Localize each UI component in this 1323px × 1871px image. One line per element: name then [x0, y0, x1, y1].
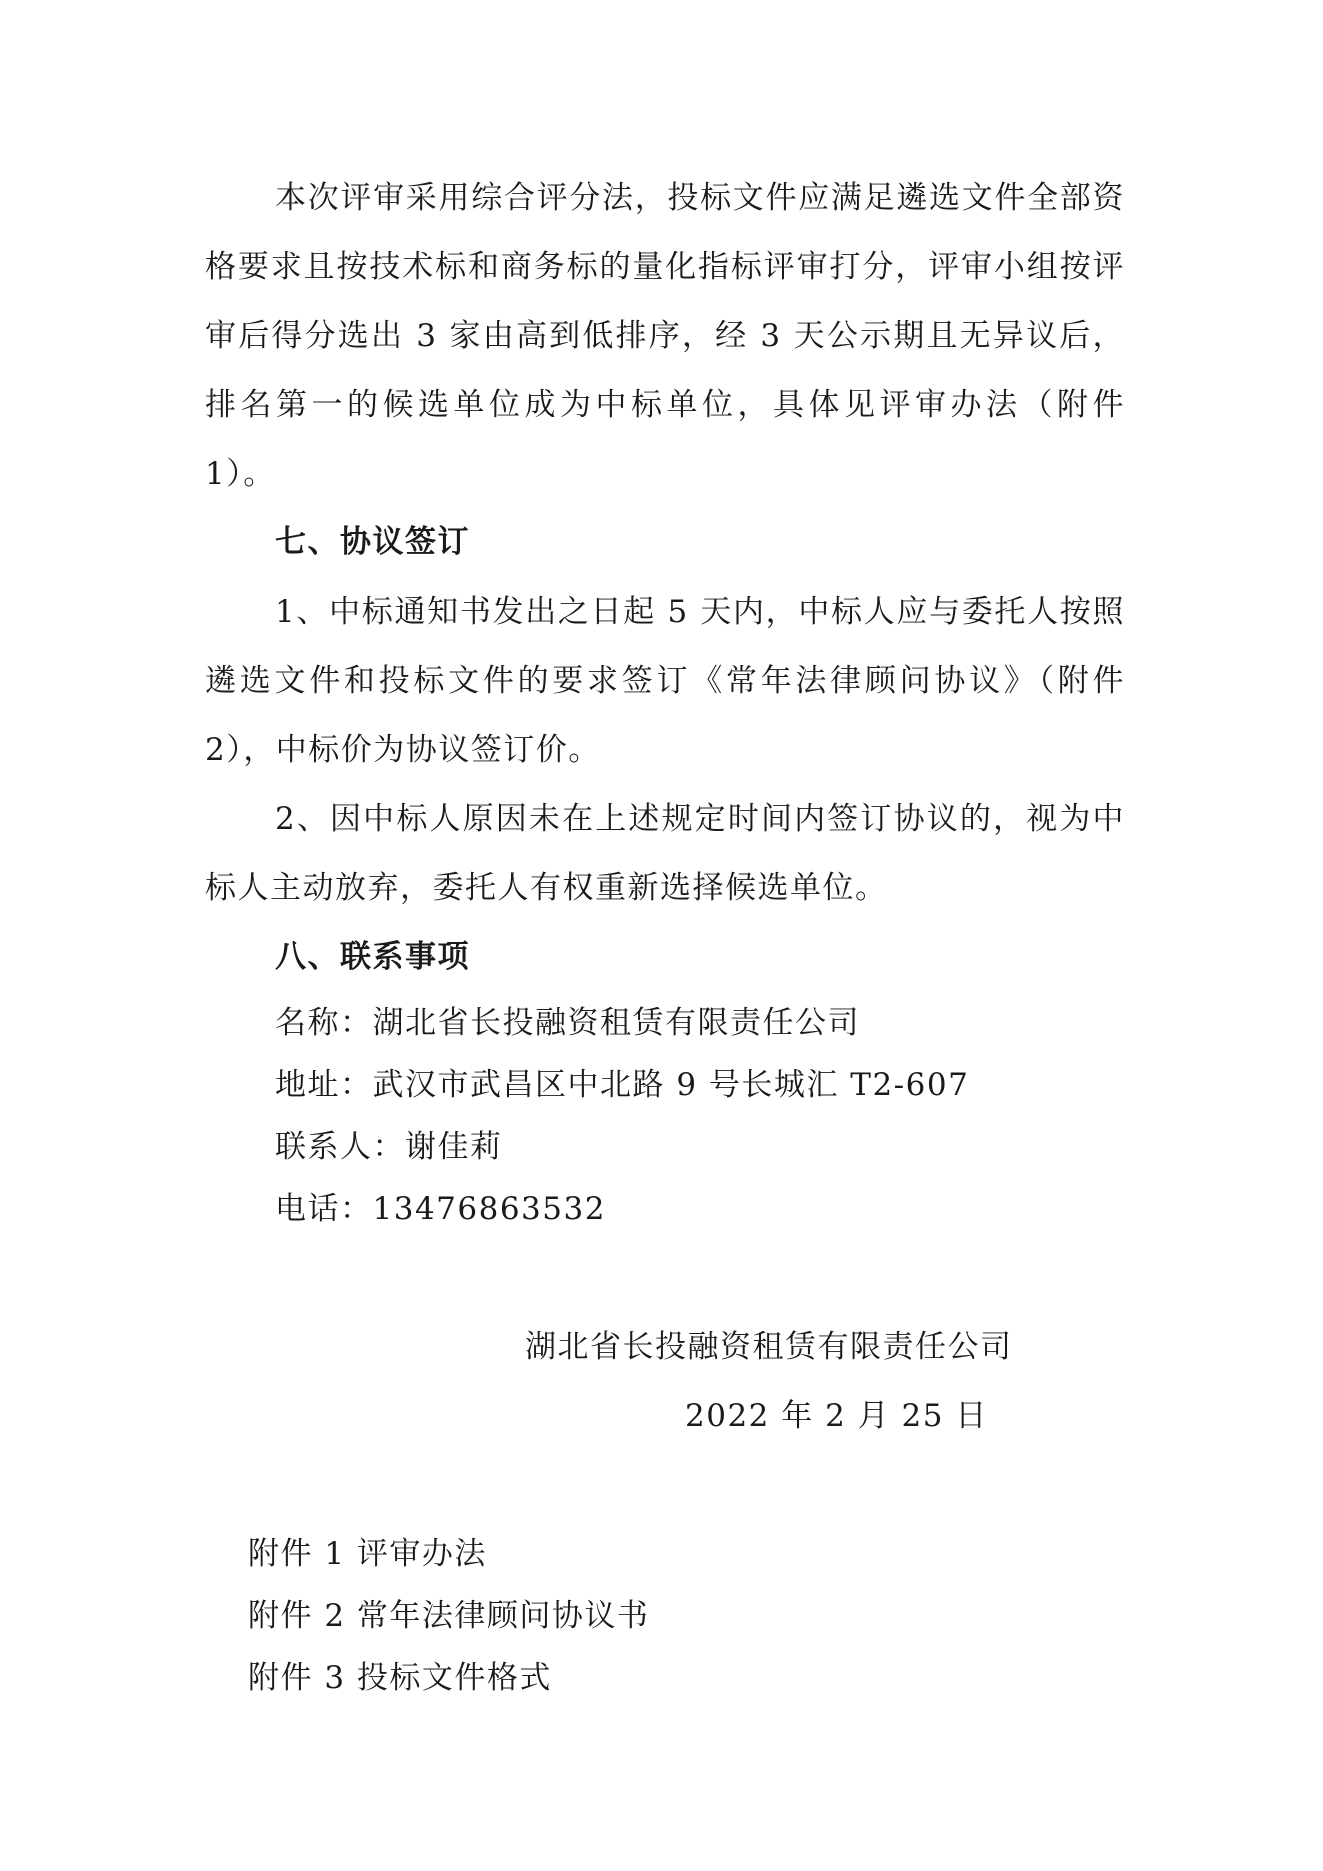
attachment-item-2: 附件 2 常年法律顾问协议书 — [248, 1598, 650, 1634]
agreement-item-2: 2、因中标人原因未在上述规定时间内签订协议的，视为中标人主动放弃，委托人有权重新选择候选单位。 — [205, 801, 1125, 906]
agreement-item-1: 1、中标通知书发出之日起 5 天内，中标人应与委托人按照遴选文件和投标文件的要求签订《常年法律顾问协议》（附件 2），中标价为协议签订价。 — [205, 594, 1125, 768]
signature-company: 湖北省长投融资租赁有限责任公司 — [525, 1329, 1013, 1365]
contact-person: 联系人：谢佳莉 — [275, 1129, 503, 1165]
review-method-paragraph: 本次评审采用综合评分法，投标文件应满足遴选文件全部资格要求且按技术标和商务标的量化指标评审打分，评审小组按评审后得分选出 3 家由高到低排序，经 3 天公示期且无异议后，排名第一的候选单位成为中标单位，具体见评审办法（附件 1）。 — [205, 180, 1125, 492]
attachment-item-1: 附件 1 评审办法 — [248, 1536, 487, 1572]
contact-section-heading: 八、联系事项 — [275, 939, 470, 975]
contact-name: 名称：湖北省长投融资租赁有限责任公司 — [275, 1005, 860, 1041]
contact-phone: 电话：13476863532 — [275, 1191, 606, 1227]
contact-address: 地址：武汉市武昌区中北路 9 号长城汇 T2-607 — [275, 1067, 970, 1103]
attachment-item-3: 附件 3 投标文件格式 — [248, 1660, 552, 1696]
agreement-section-heading: 七、协议签订 — [275, 524, 470, 560]
signature-date: 2022 年 2 月 25 日 — [685, 1398, 988, 1434]
